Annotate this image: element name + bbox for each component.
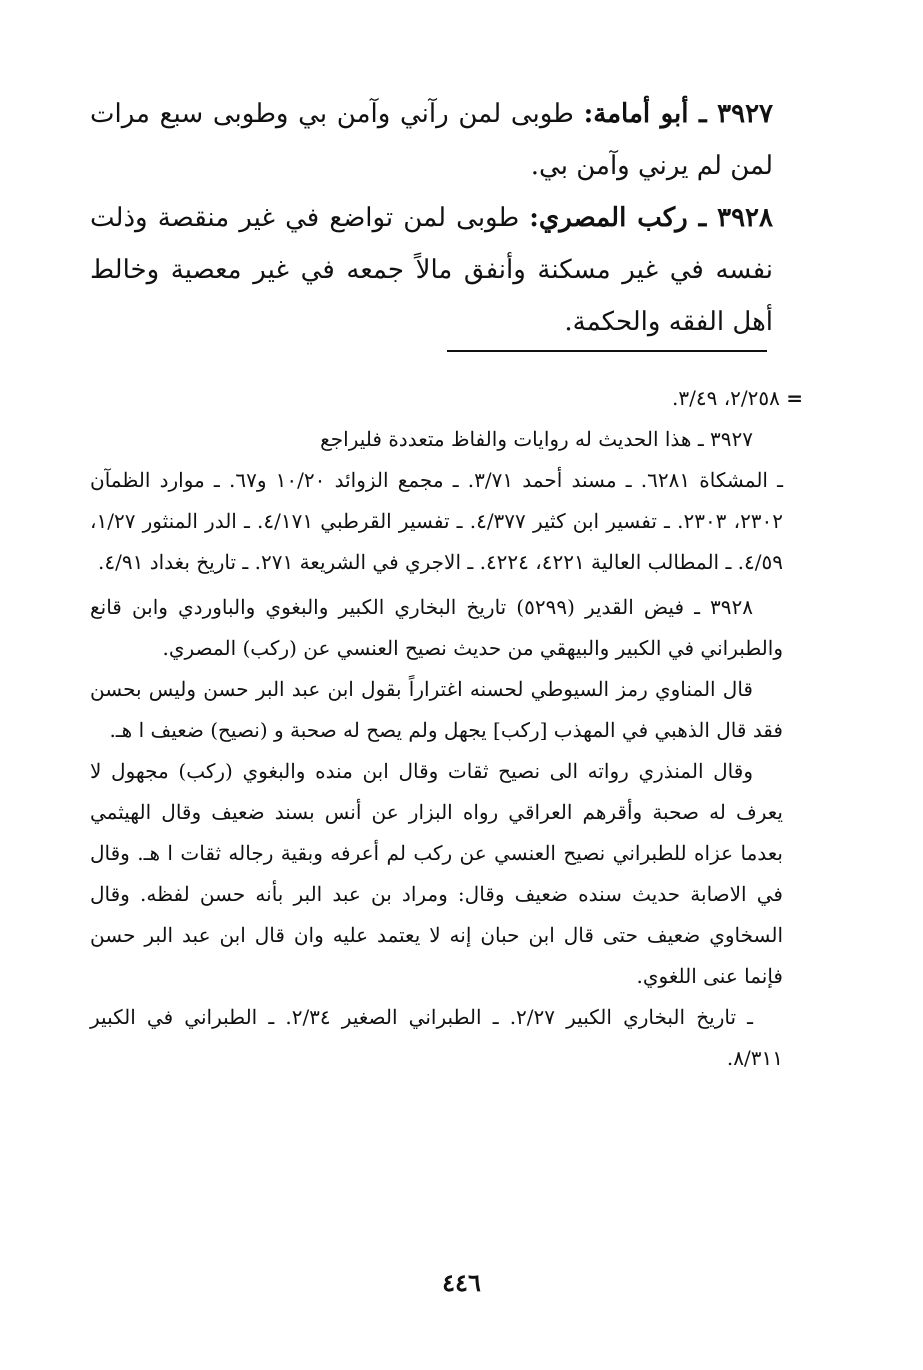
footnotes — [90, 378, 803, 1079]
narrator-name: أبو أمامة: — [583, 99, 689, 129]
hadith-text: طوبى لمن تواضع في غير منقصة وذلت نفسه في غير مسكنة وأنفق مالاً جمعه في غير معصية وخالط أهل الفقه والحكمة. — [90, 203, 773, 337]
footnote-paragraph: ٣٩٢٧ ـ هذا الحديث له روايات والفاظ متعددة فليراجع — [320, 427, 753, 451]
footnote-separator — [447, 350, 767, 352]
footnote-paragraph: ـ المشكاة ٦٢٨١. ـ مسند أحمد ٣/٧١. ـ مجمع الزوائد ١٠/٢٠ و٦٧. ـ موارد الظمآن ٢٣٠٢، ٢٣٠٣. ـ تفسير ابن كثير ٤/٣٧٧. ـ تفسير القرطبي ٤/١٧١. ـ الدر المنثور ١/٢٧، ٤/٥٩. ـ المطالب العالية ٤٢٢١، ٤٢٢٤. ـ الاجري في الشريعة ٢٧١. ـ تاريخ بغداد ٤/٩١. — [90, 468, 784, 574]
hadith-entry-3928 — [90, 192, 773, 348]
hadith-number: ٣٩٢٧ — [717, 99, 774, 129]
entry-dash: ـ — [687, 203, 718, 233]
hadith-entry-3927 — [90, 88, 773, 192]
narrator-name: ركب المصري: — [529, 203, 688, 233]
hadith-number: ٣٩٢٨ — [717, 203, 773, 233]
main-text — [90, 88, 773, 348]
hadith-text: طوبى لمن رآني وآمن بي وطوبى سبع مرات لمن لم يرني وآمن بي. — [90, 99, 773, 181]
footnote-paragraph: وقال المنذري رواته الى نصيح ثقات وقال ابن منده والبغوي (ركب) مجهول لا يعرف له صحبة وأقرهم العراقي رواه البزار عن أنس بسند ضعيف وقال الهيثمي بعدما عزاه للطبراني نصيح العنسي عن ركب لم أعرفه وبقية رجاله ثقات ا هـ. وقال في الاصابة حديث سنده ضعيف وقال: ومراد بن عبد البر بأنه حسن لفظه. وقال السخاوي ضعيف حتى قال ابن حبان إنه لا يعتمد عليه وان قال ابن عبد البر حسن فإنما عنى اللغوي. — [90, 759, 783, 988]
page-number: ٤٤٦ — [442, 1268, 481, 1297]
continuation-mark: = — [786, 386, 803, 410]
footnote-continuation — [90, 378, 803, 419]
footnote-paragraph: ـ تاريخ البخاري الكبير ٢/٢٧. ـ الطبراني الصغير ٢/٣٤. ـ الطبراني في الكبير ٨/٣١١. — [90, 1005, 783, 1070]
footnote-paragraph: قال المناوي رمز السيوطي لحسنه اغتراراً بقول ابن عبد البر حسن وليس بحسن فقد قال الذهبي في المهذب [ركب] يجهل ولم يصح له صحبة و (نصيح) ضعيف ا هـ. — [90, 677, 783, 742]
footnote-paragraph: ٣٩٢٨ ـ فيض القدير (٥٢٩٩) تاريخ البخاري الكبير والبغوي والباوردي وابن قانع والطبراني في الكبير والبيهقي من حديث نصيح العنسي عن (ركب) المصري. — [90, 595, 783, 660]
entry-dash: ـ — [688, 99, 718, 129]
continuation-text: ٢/٢٥٨، ٣/٤٩. — [672, 386, 787, 410]
